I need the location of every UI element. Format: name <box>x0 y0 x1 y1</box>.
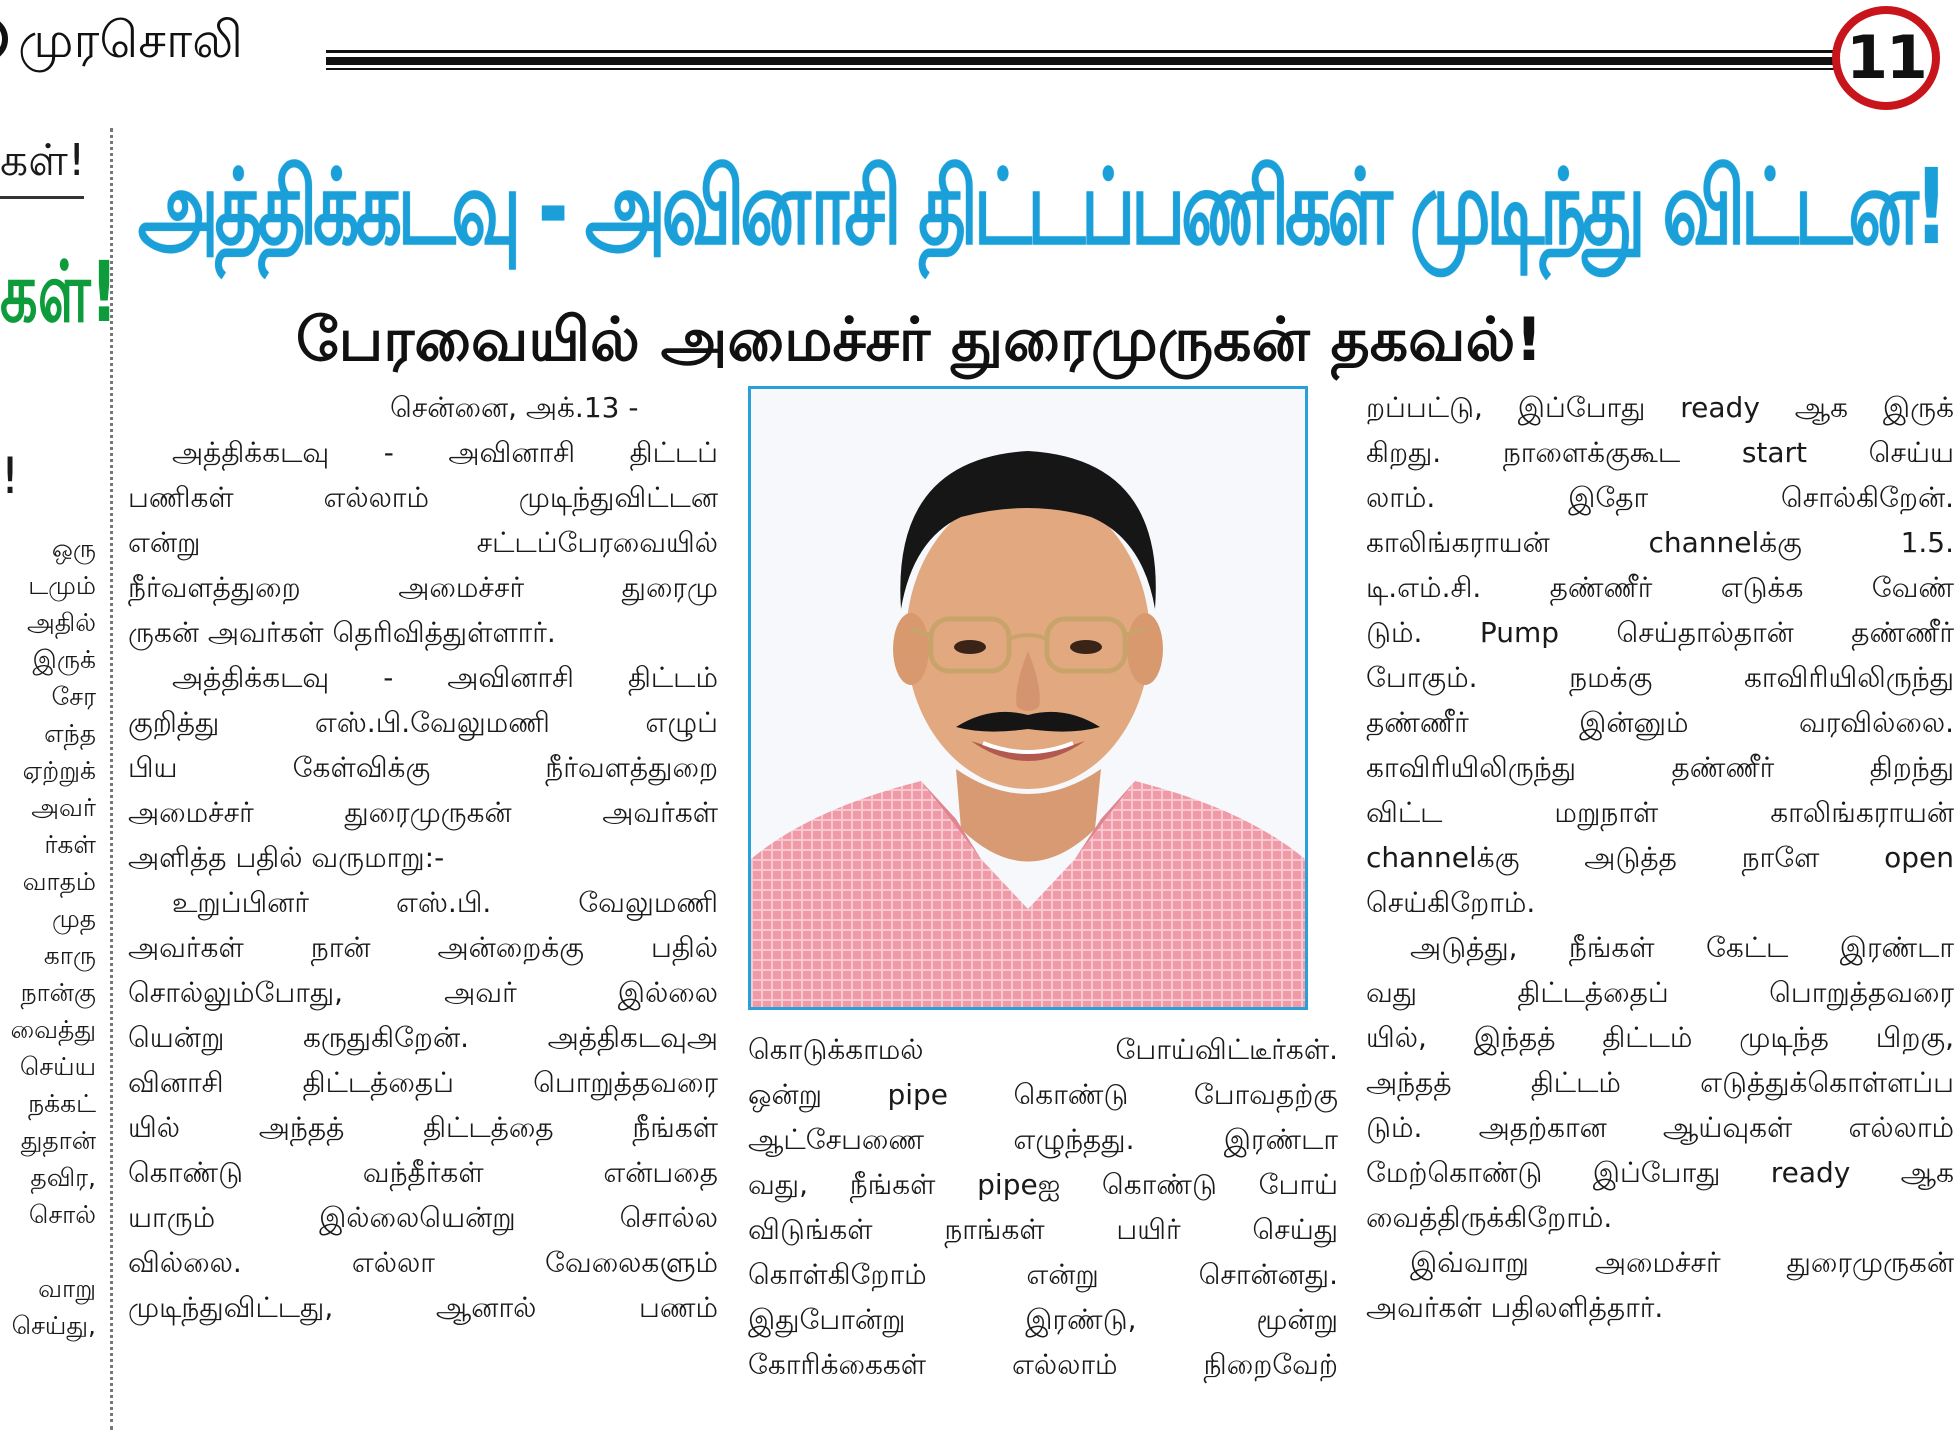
article-line: அந்தத் திட்டம் எடுத்துக்கொள்ளப்ப <box>1366 1066 1954 1099</box>
article-line: உறுப்பினர் எஸ்.பி. வேலுமணி <box>172 886 718 919</box>
article-line: யாரும் இல்லையென்று சொல்ல <box>128 1201 718 1234</box>
masthead-rule <box>326 50 1834 70</box>
page-number: 11 <box>1846 23 1926 93</box>
left-column-line: அவர் <box>31 793 96 822</box>
article-line: அளித்த பதில் வருமாறு:- <box>128 841 445 874</box>
dateline: சென்னை, அக்.13 - <box>390 391 639 424</box>
article-line: அமைச்சர் துரைமுருகன் அவர்கள் <box>128 796 718 829</box>
article-column-2 <box>748 1027 1338 1387</box>
left-column-line: தவிர, <box>30 1163 96 1192</box>
left-column-headline-1: கள்! <box>0 135 86 186</box>
article-line: channelக்கு அடுத்த நாளே open <box>1366 841 1954 874</box>
left-column-line: ஒரு <box>51 534 96 563</box>
article-line: கோரிக்கைகள் எல்லாம் நிறைவேற் <box>748 1348 1338 1381</box>
left-column-line: ர்கள் <box>44 830 96 859</box>
left-column-line: செய்து, <box>11 1311 96 1340</box>
article-line: அத்திக்கடவு - அவினாசி திட்டம் <box>172 661 718 694</box>
article-line: யென்று கருதுகிறேன். அத்திகடவுஅ <box>128 1021 718 1054</box>
left-column-line: வாதம் <box>22 867 96 896</box>
left-column-line: சொல் <box>28 1200 96 1229</box>
article-column-1 <box>128 385 718 1330</box>
article-line: அவர்கள் பதிலளித்தார். <box>1366 1291 1664 1324</box>
article-line: ஆட்சேபணை எழுந்தது. இரண்டா <box>748 1123 1338 1156</box>
article-line: வினாசி திட்டத்தைப் பொறுத்தவரை <box>128 1066 718 1099</box>
article-line: அவர்கள் நான் அன்றைக்கு பதில் <box>128 931 718 964</box>
article-line: விட்ட மறுநாள் காலிங்கராயன் <box>1366 796 1954 829</box>
left-column-line: செய்ய <box>19 1052 96 1081</box>
article-line: செய்கிறோம். <box>1366 886 1536 919</box>
article-line: நீர்வளத்துறை அமைச்சர் துரைமு <box>128 571 718 604</box>
left-column-line: எந்த <box>44 719 96 748</box>
article-line: கொள்கிறோம் என்று சொன்னது. <box>748 1258 1338 1291</box>
left-column-line: சேர <box>51 682 96 711</box>
article-line: யில், இந்தத் திட்டம் முடிந்த பிறகு, <box>1366 1021 1954 1054</box>
page-number-badge <box>1832 6 1940 110</box>
left-column-line: வாறு <box>38 1274 96 1303</box>
left-column-headline-3: ! <box>0 447 21 505</box>
article-line: என்று சட்டப்பேரவையில் <box>128 526 718 559</box>
article-line: அடுத்து, நீங்கள் கேட்ட இரண்டா <box>1410 931 1954 964</box>
article-line: இதுபோன்று இரண்டு, மூன்று <box>748 1303 1338 1336</box>
article-line: காவிரியிலிருந்து தண்ணீர் திறந்து <box>1366 751 1954 784</box>
article-line: இவ்வாறு அமைச்சர் துரைமுருகன் <box>1410 1246 1954 1279</box>
article-line: கொடுக்காமல் போய்விட்டீர்கள். <box>748 1033 1338 1066</box>
article-line: குறித்து எஸ்.பி.வேலுமணி எழுப் <box>128 706 718 739</box>
article-line: காலிங்கராயன் channelக்கு 1.5. <box>1366 526 1954 559</box>
left-column-line: நான்கு <box>20 978 96 1007</box>
article-line: டி.எம்.சி. தண்ணீர் எடுக்க வேண் <box>1366 571 1954 604</box>
left-column-headline-2: கள்! <box>0 243 118 341</box>
article-line: அத்திக்கடவு - அவினாசி திட்டப் <box>172 436 718 469</box>
article-line: விடுங்கள் நாங்கள் பயிர் செய்து <box>748 1213 1338 1246</box>
left-column-line: துதான் <box>20 1126 96 1155</box>
article-line: பணிகள் எல்லாம் முடிந்துவிட்டன <box>128 481 718 514</box>
sub-headline: பேரவையில் அமைச்சர் துரைமுருகன் தகவல்! <box>296 305 1543 375</box>
article-line: வது திட்டத்தைப் பொறுத்தவரை <box>1366 976 1954 1009</box>
left-column-line <box>0 1233 96 1270</box>
article-line: மேற்கொண்டு இப்போது ready ஆக <box>1366 1156 1954 1189</box>
article-line: வைத்திருக்கிறோம். <box>1366 1201 1613 1234</box>
article-line: கிறது. நாளைக்குகூட start செய்ய <box>1366 436 1954 469</box>
portrait-illustration <box>751 389 1305 1007</box>
left-column-line: இருக் <box>32 645 96 674</box>
article-line: லாம். இதோ சொல்கிறேன். <box>1366 481 1954 514</box>
article-line: டும். Pump செய்தால்தான் தண்ணீர் <box>1366 616 1954 649</box>
left-column-rule <box>0 196 84 199</box>
left-column-line: டமும் <box>28 571 96 600</box>
article-line: சொல்லும்போது, அவர் இல்லை <box>128 976 718 1009</box>
left-column-line: ஏற்றுக் <box>22 756 96 785</box>
portrait-photo <box>748 386 1308 1010</box>
article-line: முடிந்துவிட்டது, ஆனால் பணம் <box>128 1291 718 1324</box>
article-line: வில்லை. எல்லா வேலைகளும் <box>128 1246 718 1279</box>
article-line: யில் அந்தத் திட்டத்தை நீங்கள் <box>128 1111 718 1144</box>
article-line: தண்ணீர் இன்னும் வரவில்லை. <box>1366 706 1954 739</box>
article-line: ஒன்று pipe கொண்டு போவதற்கு <box>748 1078 1338 1111</box>
column-divider <box>110 128 113 1430</box>
left-column-line: வைத்து <box>10 1015 96 1044</box>
left-column-line: நக்கட் <box>28 1089 96 1118</box>
masthead-title: முரசொலி <box>18 11 243 69</box>
masthead-logo-icon <box>0 16 8 62</box>
article-line: றப்பட்டு, இப்போது ready ஆக இருக் <box>1366 391 1954 424</box>
article-line: வது, நீங்கள் pipeஐ கொண்டு போய் <box>748 1168 1338 1201</box>
article-line: ருகன் அவர்கள் தெரிவித்துள்ளார். <box>128 616 556 649</box>
article-line: கொண்டு வந்தீர்கள் என்பதை <box>128 1156 718 1189</box>
article-line: டும். அதற்கான ஆய்வுகள் எல்லாம் <box>1366 1111 1954 1144</box>
article-column-3 <box>1366 385 1954 1330</box>
left-column-line: அதில் <box>26 608 96 637</box>
left-column-line: முத <box>51 904 96 933</box>
article-line: பிய கேள்விக்கு நீர்வளத்துறை <box>128 751 718 784</box>
left-column-line: காரு <box>43 941 96 970</box>
main-headline: அத்திக்கடவு - அவினாசி திட்டப்பணிகள் முடிந்து விட்டன! <box>138 146 1944 268</box>
left-column-text <box>0 530 96 1344</box>
article-line: போகும். நமக்கு காவிரியிலிருந்து <box>1366 661 1954 694</box>
